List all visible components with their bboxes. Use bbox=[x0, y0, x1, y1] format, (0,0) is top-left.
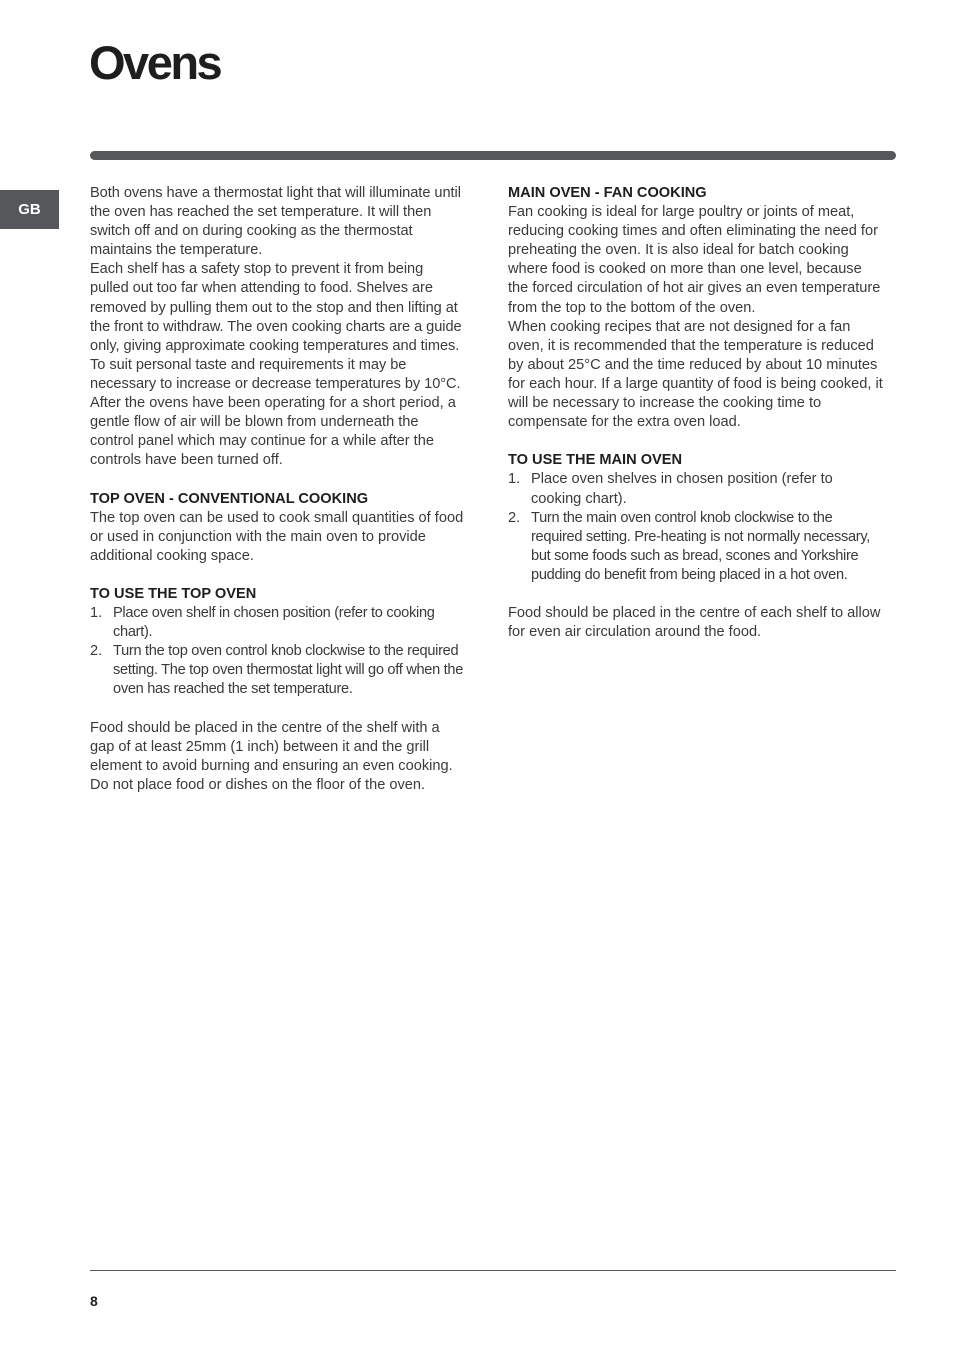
use-main-oven-heading: TO USE THE MAIN OVEN bbox=[508, 452, 683, 469]
use-main-oven-steps bbox=[508, 470, 883, 585]
step-text: Place oven shelf in chosen position (refer to cooking chart). bbox=[113, 605, 435, 641]
step-text: Turn the top oven control knob clockwise to the required setting. The top oven thermostat light will go off when the oven has reached the set temperature. bbox=[113, 643, 464, 698]
list-item bbox=[90, 642, 465, 699]
left-column bbox=[90, 184, 465, 795]
list-item bbox=[508, 509, 883, 585]
page-title: Ovens bbox=[89, 36, 221, 89]
fan-cooking-paragraph-2: When cooking recipes that are not designed for a fan oven, it is recommended that the temperature is reduced by about 25°C and the time reduced by about 10 minutes for each hour. If a large quantity of food is being cooked, it will be necessary to increase the cooking time to compensate for the extra oven load. bbox=[508, 318, 883, 431]
top-oven-heading: TOP OVEN - CONVENTIONAL COOKING bbox=[90, 490, 369, 507]
header-rule bbox=[90, 151, 896, 160]
intro-paragraph-2: Each shelf has a safety stop to prevent it from being pulled out too far when attending to food. Shelves are removed by pulling them out to the stop and then lifting at the front to withdraw. The oven cooking charts are a guide only, giving approximate cooking temperatures and times. To suit personal taste and requirements it may be necessary to increase or decrease temperatures by 10°C. bbox=[90, 261, 462, 392]
use-top-oven-steps bbox=[90, 604, 465, 699]
list-item bbox=[508, 470, 883, 508]
step-text: Place oven shelves in chosen position (refer to cooking chart). bbox=[531, 471, 833, 507]
step-number: 2. bbox=[90, 643, 103, 660]
step-number: 2. bbox=[508, 509, 521, 526]
floor-warning-paragraph: Do not place food or dishes on the floor of the oven. bbox=[90, 776, 426, 793]
language-tab: GB bbox=[0, 190, 59, 229]
page-number: 8 bbox=[90, 1293, 98, 1309]
intro-paragraph-1: Both ovens have a thermostat light that will illuminate until the oven has reached the set temperature. It will then switch off and on during cooking as the thermostat maintains the temperature. bbox=[90, 185, 461, 259]
step-number: 1. bbox=[508, 471, 521, 488]
step-number: 1. bbox=[90, 605, 103, 622]
footer-rule bbox=[90, 1270, 896, 1271]
food-placement-paragraph: Food should be placed in the centre of the shelf with a gap of at least 25mm (1 inch) between it and the grill element to avoid burning and ensuring an even cooking. bbox=[90, 719, 453, 774]
step-text: Turn the main oven control knob clockwise to the required setting. Pre-heating is not normally necessary, but some foods such as bread, scones and Yorkshire pudding do benefit from being placed in a hot oven. bbox=[531, 509, 871, 583]
list-item bbox=[90, 604, 465, 642]
fan-cooking-heading: MAIN OVEN - FAN COOKING bbox=[508, 185, 707, 201]
right-column bbox=[508, 184, 883, 642]
intro-paragraph-3: After the ovens have been operating for a short period, a gentle flow of air will be blown from underneath the control panel which may continue for a while after the controls have been turned off. bbox=[90, 395, 456, 469]
fan-cooking-paragraph-1: Fan cooking is ideal for large poultry or joints of meat, reducing cooking times and often eliminating the need for preheating the oven. It is also ideal for batch cooking where food is cooked on more than one level, because the forced circulation of hot air gives an even temperature from the top to the bottom of the oven. bbox=[508, 204, 881, 316]
main-oven-food-placement: Food should be placed in the centre of each shelf to allow for even air circulation around the food. bbox=[508, 605, 881, 641]
use-top-oven-heading: TO USE THE TOP OVEN bbox=[90, 585, 257, 602]
top-oven-text: The top oven can be used to cook small quantities of food or used in conjunction with the main oven to provide additional cooking space. bbox=[90, 509, 464, 564]
